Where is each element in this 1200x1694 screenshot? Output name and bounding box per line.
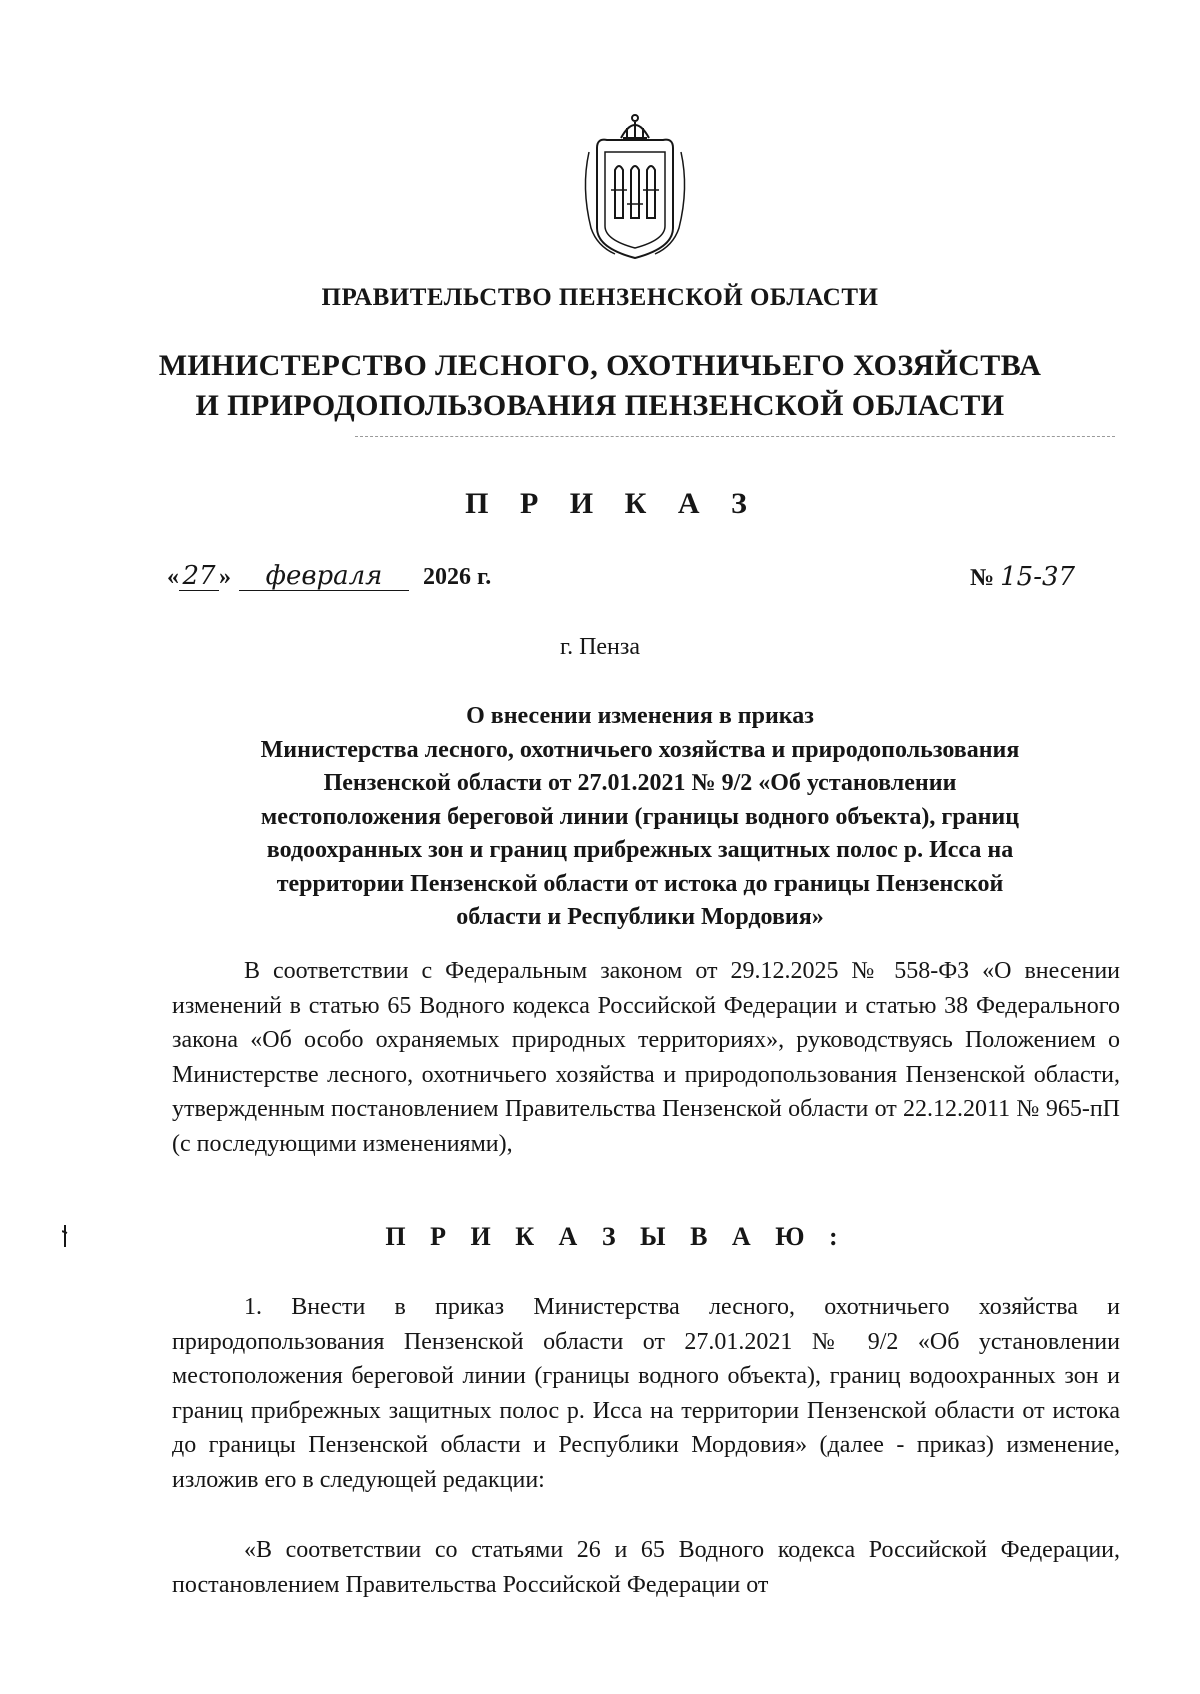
number-prefix: № <box>970 565 995 591</box>
document-type: П Р И К А З <box>465 487 759 520</box>
subject-line: водоохранных зон и границ прибрежных защитных полос р. Исса на <box>266 837 1014 863</box>
order-item-1: 1. Внести в приказ Министерства лесного, охотничьего хозяйства и природопользования Пензенской области от 27.01.2021 № 9/2 «Об установлении местоположения береговой линии (границы водного объекта), границ водоохранных зон и границ прибрежных защитных полос р. Исса на территории Пензенской области от истока до границы Пензенской области и Республики Мордовия» (далее - приказ) изменение, изложив его в следующей редакции: <box>172 1294 1120 1493</box>
scan-margin-mark <box>62 1225 68 1247</box>
coat-of-arms-icon <box>575 108 695 260</box>
city: г. Пенза <box>559 634 641 660</box>
subject-line: О внесении изменения в приказ <box>466 703 814 729</box>
subject-line: Министерства лесного, охотничьего хозяйства и природопользования <box>260 736 1020 763</box>
date-quote-close: » <box>219 564 231 590</box>
order-subject <box>160 700 1120 935</box>
preamble-paragraph: В соответствии с Федеральным законом от 29.12.2025 № 558-ФЗ «О внесении изменений в статью 65 Водного кодекса Российской Федерации и статью 38 Федерального закона «Об особо охраняемых природных территориях», руководствуясь Положением о Министерстве лесного, охотничьего хозяйства и природопользования Пензенской области, утвержденным постановлением Правительства Пензенской области от 22.12.2011 № 965-пП (с последующими изменениями), <box>172 958 1120 1157</box>
document-number <box>970 562 1078 592</box>
subject-line: Пензенской области от 27.01.2021 № 9/2 «Об установлении <box>323 770 957 796</box>
subject-line: местоположения береговой линии (границы водного объекта), границ <box>260 803 1020 830</box>
order-item-1-quote: «В соответствии со статьями 26 и 65 Водного кодекса Российской Федерации, постановлением Правительства Российской Федерации от <box>172 1537 1120 1598</box>
date-year: 2026 г. <box>423 564 492 590</box>
subject-line: области и Республики Мордовия» <box>456 904 824 930</box>
ministry-title <box>0 346 1200 426</box>
subject-line: территории Пензенской области от истока до границы Пензенской <box>276 870 1004 897</box>
government-title: ПРАВИТЕЛЬСТВО ПЕНЗЕНСКОЙ ОБЛАСТИ <box>321 284 879 311</box>
date-month: февраля <box>239 562 409 591</box>
date-day: 27 <box>179 562 219 591</box>
header-divider <box>355 436 1115 437</box>
number-value: 15-37 <box>1000 562 1076 592</box>
date-quote-open: « <box>167 564 179 590</box>
document-date <box>167 562 491 591</box>
orders-heading: П Р И К А З Ы В А Ю : <box>385 1222 847 1251</box>
ministry-title-line-1: МИНИСТЕРСТВО ЛЕСНОГО, ОХОТНИЧЬЕГО ХОЗЯЙСТВА <box>158 349 1042 382</box>
ministry-title-line-2: И ПРИРОДОПОЛЬЗОВАНИЯ ПЕНЗЕНСКОЙ ОБЛАСТИ <box>195 389 1005 422</box>
